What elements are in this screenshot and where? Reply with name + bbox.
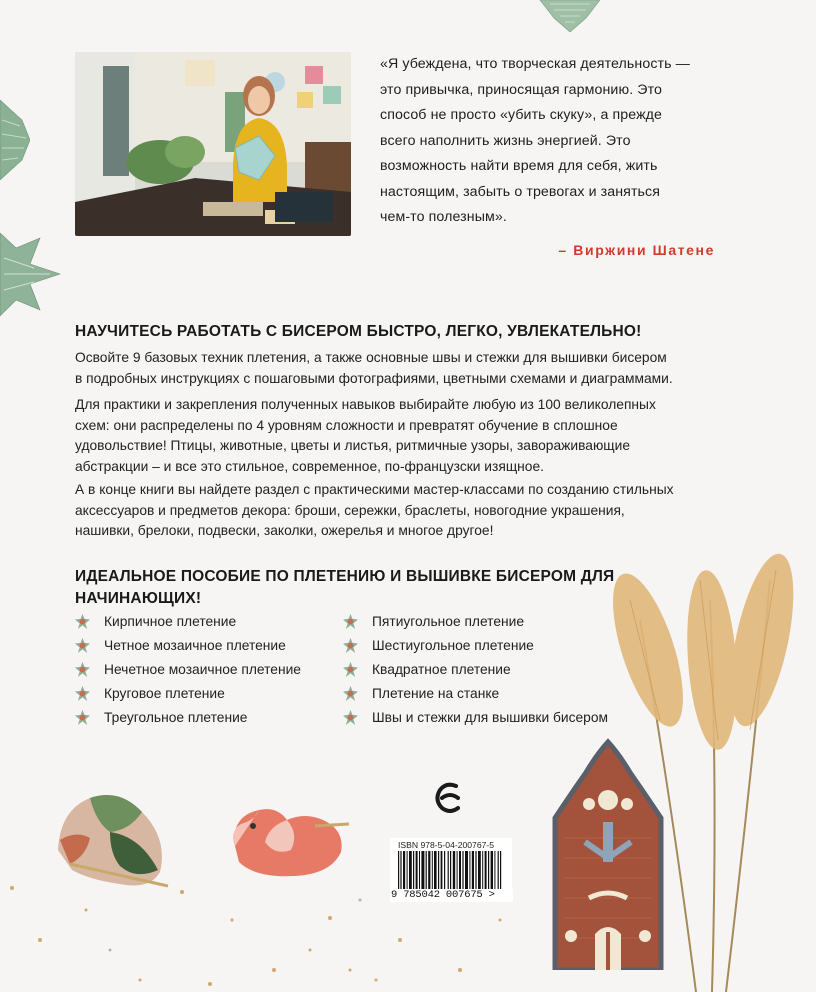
paragraph-line: аксессуаров и предметов декора: броши, сережки, браслеты, новогодние украшения, xyxy=(75,502,625,518)
list-item xyxy=(75,657,335,681)
bead-star-icon xyxy=(343,686,358,701)
list-item xyxy=(343,609,633,633)
bead-star-icon xyxy=(343,662,358,677)
list-item xyxy=(75,609,335,633)
practice-paragraph xyxy=(75,395,735,477)
beaded-house-decoration xyxy=(545,738,671,970)
beaded-star-left-decoration-2 xyxy=(0,228,62,318)
technique-label: Квадратное плетение xyxy=(372,661,511,677)
paragraph-line: Для практики и закрепления полученных навыков выбирайте любую из 100 великолепных xyxy=(75,397,656,412)
isbn-text: ISBN 978-5-04-200767-5 xyxy=(398,840,495,850)
paragraph-line: А в конце книги вы найдете раздел с практическими мастер-классами по созданию стильных xyxy=(75,482,674,497)
list-item xyxy=(75,706,335,730)
author-quote xyxy=(380,52,725,231)
technique-label: Треугольное плетение xyxy=(104,710,248,726)
bead-star-icon xyxy=(343,614,358,629)
technique-label: Нечетное мозаичное плетение xyxy=(104,661,301,677)
quote-line: всего наполнить жизнь энергией. Это xyxy=(380,132,631,149)
beaded-star-top-decoration xyxy=(520,0,620,40)
heading-line: ИДЕАЛЬНОЕ ПОСОБИЕ ПО ПЛЕТЕНИЮ И ВЫШИВКЕ БИСЕРОМ ДЛЯ xyxy=(75,568,615,585)
techniques-list-left xyxy=(75,609,335,730)
bead-star-icon xyxy=(75,638,90,653)
beaded-bird-brooch-decoration xyxy=(225,796,355,880)
technique-label: Кирпичное плетение xyxy=(104,613,237,629)
intro-paragraph xyxy=(75,348,735,389)
quote-line: способ не просто «убить скуку», а прежде xyxy=(380,107,663,123)
techniques-list-right xyxy=(343,609,633,730)
barcode-digits: 9 785042 007675 > xyxy=(391,889,513,901)
paragraph-line: нашивки, брелоки, подвески, заколки, ожерелья и многое другое! xyxy=(75,523,494,538)
barcode xyxy=(398,851,502,893)
list-item xyxy=(75,633,335,657)
section-heading: НАУЧИТЕСЬ РАБОТАТЬ С БИСЕРОМ БЫСТРО, ЛЕГКО, УВЛЕКАТЕЛЬНО! xyxy=(75,323,642,340)
technique-label: Шестиугольное плетение xyxy=(372,637,534,653)
list-item xyxy=(75,682,335,706)
paragraph-line: в подробных инструкциях с пошаговыми фотографиями, цветными схемами и диаграммами. xyxy=(75,370,673,386)
technique-label: Швы и стежки для вышивки бисером xyxy=(372,710,608,726)
quote-author: – Виржини Шатене xyxy=(558,242,715,258)
paragraph-line: абстракции – и все это стильное, современное, по-французски изящное. xyxy=(75,458,544,474)
bead-star-icon xyxy=(75,710,90,725)
quote-line: чем-то полезным». xyxy=(380,209,507,225)
bead-star-icon xyxy=(75,614,90,629)
beaded-leaf-brooch-decoration xyxy=(50,780,180,892)
list-item xyxy=(343,682,633,706)
bead-star-icon xyxy=(75,662,90,677)
publisher-logo xyxy=(432,780,466,814)
technique-label: Пятиугольное плетение xyxy=(372,613,525,629)
masterclass-paragraph xyxy=(75,480,735,542)
paragraph-line: схем: они распределены по 4 уровням сложности и превратят обучение в сплошное xyxy=(75,417,618,433)
technique-label: Четное мозаичное плетение xyxy=(104,637,286,653)
quote-line: это привычка, приносящая гармонию. Это xyxy=(380,81,663,98)
technique-label: Плетение на станке xyxy=(372,686,500,702)
bead-star-icon xyxy=(343,638,358,653)
bead-star-icon xyxy=(343,710,358,725)
quote-line: возможность найти время для себя, жить xyxy=(380,158,658,174)
list-item xyxy=(343,633,633,657)
paragraph-line: удовольствие! Птицы, животные, цветы и листья, ритмичные узоры, завораживающие xyxy=(75,438,631,453)
beaded-star-left-decoration xyxy=(0,100,30,180)
techniques-heading xyxy=(75,566,635,610)
author-photo xyxy=(75,52,351,236)
bead-star-icon xyxy=(75,686,90,701)
list-item xyxy=(343,657,633,681)
list-item xyxy=(343,706,633,730)
heading-line: НАЧИНАЮЩИХ! xyxy=(75,590,202,607)
technique-label: Круговое плетение xyxy=(104,686,225,702)
quote-line: настоящим, забыть о тревогах и заняться xyxy=(380,183,661,200)
paragraph-line: Освойте 9 базовых техник плетения, а также основные швы и стежки для вышивки бисером xyxy=(75,350,667,365)
quote-line: «Я убеждена, что творческая деятельность — xyxy=(380,56,690,72)
